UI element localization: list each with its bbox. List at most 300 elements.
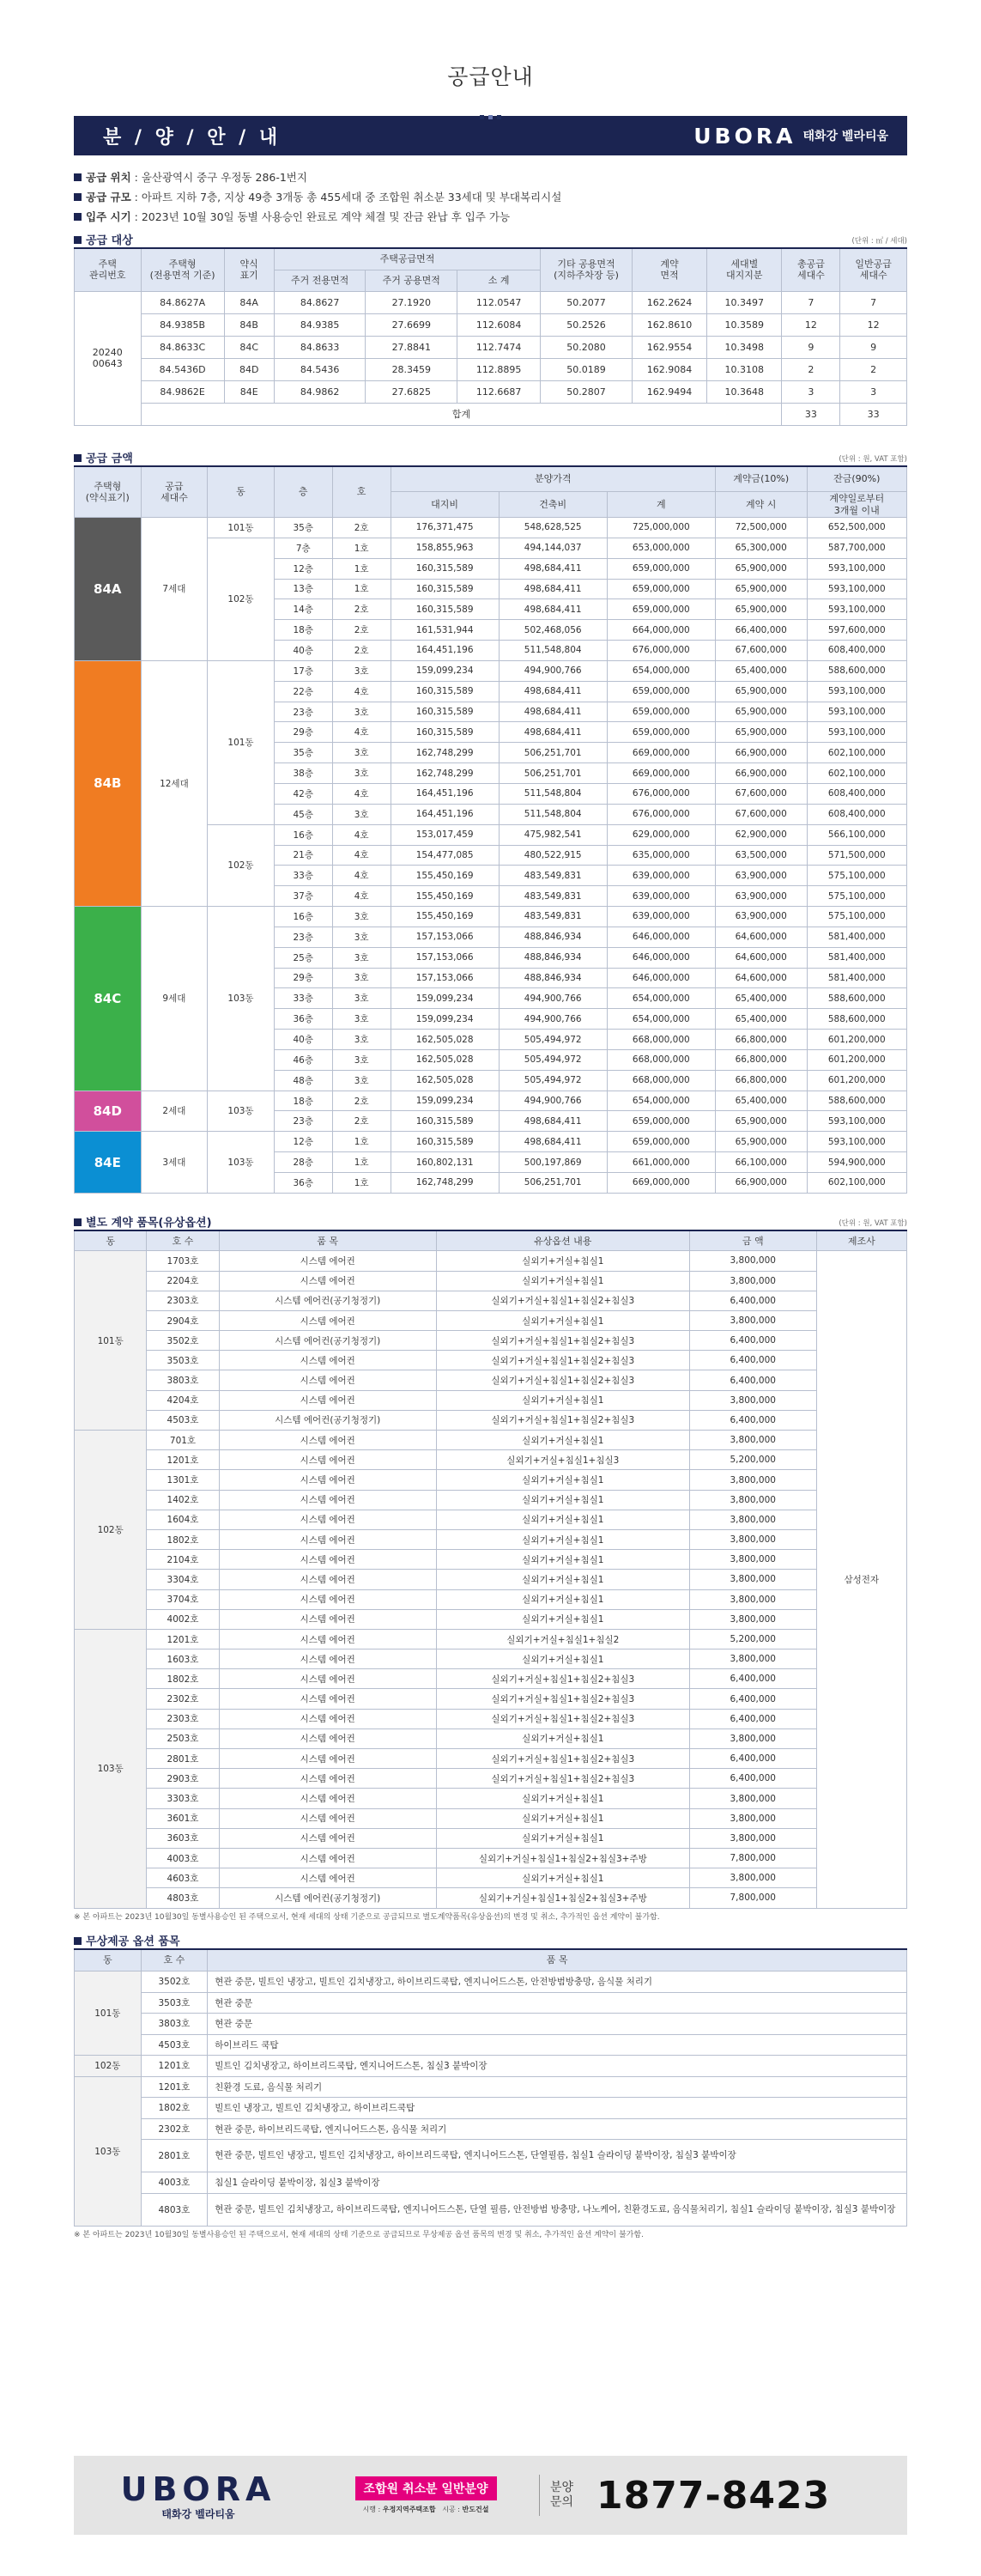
table-cell: 18층 [274,1091,332,1111]
table-cell: 162.9554 [632,336,706,358]
table-cell: 실외기+거실+침실1 [436,1529,689,1549]
table-cell: 시스템 에어컨(공기청정기) [219,1331,436,1351]
table-cell: 608,400,000 [807,641,906,661]
table-cell: 661,000,000 [607,1152,715,1173]
table-row [75,1749,907,1769]
info-move-in: 입주 시기 : 2023년 10월 30일 동별 사용승인 완료로 계약 체결 및 잔금 완납 후 입주 가능 [74,207,907,227]
table-cell: 2 [840,358,907,380]
info-location: 공급 위치 : 울산광역시 중구 우정동 286-1번지 [74,167,907,187]
table-cell: 659,000,000 [607,599,715,620]
th-common: 주거 공용면적 [366,270,457,291]
items-cell: 하이브리드 쿡탑 [208,2034,907,2056]
table-row [75,1431,907,1450]
table-row [75,2014,907,2035]
table-row [75,1291,907,1310]
table-cell: 155,450,169 [391,866,499,886]
table-cell: 4호 [332,681,391,702]
total-units: 33 [782,403,840,425]
table-cell: 시스템 에어컨 [219,1470,436,1490]
dong-cell: 101동 [75,1971,142,2056]
table-cell: 608,400,000 [807,804,906,824]
table-cell: 668,000,000 [607,1070,715,1091]
table-cell: 시스템 에어컨 [219,1529,436,1549]
table-cell: 72,500,000 [715,518,807,538]
table-cell: 66,400,000 [715,620,807,641]
ho-cell: 3803호 [141,2014,208,2035]
table-cell: 2호 [332,1111,391,1132]
table-cell: 6,400,000 [689,1769,816,1789]
table-cell: 65,400,000 [715,1091,807,1111]
table-cell: 160,315,589 [391,1132,499,1152]
info-list [74,155,907,227]
table-cell: 6,400,000 [689,1410,816,1430]
table-cell: 588,600,000 [807,1091,906,1111]
table-row [75,1370,907,1390]
table-cell: 597,600,000 [807,620,906,641]
table-cell: 157,153,066 [391,947,499,968]
table-cell: 1호 [332,558,391,579]
table-cell: 33층 [274,988,332,1009]
table-cell: 676,000,000 [607,641,715,661]
table-cell: 3,800,000 [689,1868,816,1888]
table-cell: 40층 [274,1030,332,1050]
table-cell: 1604호 [147,1510,219,1529]
table-cell: 164,451,196 [391,783,499,804]
table-cell: 488,846,934 [499,968,607,988]
table-cell: 112.6084 [457,313,541,336]
table-cell: 4503호 [147,1410,219,1430]
items-cell: 침실1 슬라이딩 붙박이장, 침실3 붙박이장 [208,2172,907,2194]
table-cell: 505,494,972 [499,1030,607,1050]
table-cell: 7층 [274,538,332,558]
dong-cell: 102동 [75,1431,147,1630]
table-cell: 12 [840,313,907,336]
table-cell: 587,700,000 [807,538,906,558]
table-row [75,1529,907,1549]
table-cell: 1201호 [147,1629,219,1649]
ho-cell: 3502호 [141,1971,208,1993]
table-row [75,1848,907,1868]
table-cell: 498,684,411 [499,722,607,743]
table-cell: 506,251,701 [499,743,607,763]
table-cell: 7 [840,291,907,313]
table-cell: 164,451,196 [391,641,499,661]
table-cell: 160,315,589 [391,681,499,702]
table-cell: 3호 [332,1030,391,1050]
table-cell: 실외기+거실+침실1+침실2+침실3 [436,1410,689,1430]
table-cell: 475,982,541 [499,824,607,845]
free-options-heading: 무상제공 옵션 품목 [74,1928,907,1948]
table-cell: 161,531,944 [391,620,499,641]
table-cell: 실외기+거실+침실1 [436,1470,689,1490]
table-cell: 112.6687 [457,380,541,403]
table-cell: 67,600,000 [715,783,807,804]
table-cell: 498,684,411 [499,681,607,702]
table-cell: 4603호 [147,1868,219,1888]
table-cell: 84.8627A [141,291,224,313]
dong-cell: 103동 [208,1091,275,1132]
table-cell: 18층 [274,620,332,641]
content-section [74,116,907,2245]
table-cell: 3호 [332,947,391,968]
table-cell: 시스템 에어컨 [219,1510,436,1529]
table-cell: 63,900,000 [715,866,807,886]
th-short: 약식 표기 [224,248,274,291]
table-cell: 3603호 [147,1828,219,1848]
footer-banner [74,2456,907,2535]
table-cell: 실외기+거실+침실1 [436,1589,689,1609]
table-cell: 실외기+거실+침실1+침실2+침실3 [436,1689,689,1709]
table-cell: 3,800,000 [689,1609,816,1629]
table-cell: 실외기+거실+침실1 [436,1251,689,1271]
table-cell: 1호 [332,1173,391,1194]
table-cell: 3704호 [147,1589,219,1609]
table-cell: 84.8633C [141,336,224,358]
table-cell: 669,000,000 [607,743,715,763]
table-cell: 588,600,000 [807,988,906,1009]
table-cell: 6,400,000 [689,1689,816,1709]
table-cell: 483,549,831 [499,886,607,907]
ho-cell: 1201호 [141,2076,208,2098]
table-cell: 502,468,056 [499,620,607,641]
type-cell-84C: 84C [75,907,142,1091]
table-cell: 154,477,085 [391,845,499,866]
table-cell: 22층 [274,681,332,702]
type-cell-84D: 84D [75,1091,142,1132]
table-cell: 498,684,411 [499,558,607,579]
table-cell: 36층 [274,1173,332,1194]
table-row [75,1629,907,1649]
phone-number[interactable]: 1877-8423 [596,2473,831,2518]
table-cell: 3 [840,380,907,403]
table-cell: 48층 [274,1070,332,1091]
dong-cell: 101동 [208,660,275,824]
table-cell: 64,600,000 [715,927,807,947]
paid-options-heading: 별도 계약 품목(유상옵션) (단위 : 원, VAT 포함) [74,1209,907,1230]
table-cell: 12층 [274,558,332,579]
table-row [75,518,907,538]
table-cell: 50.2080 [541,336,633,358]
table-cell: 593,100,000 [807,702,906,722]
table-cell: 548,628,525 [499,518,607,538]
table-row [75,313,907,336]
table-cell: 실외기+거실+침실1+침실2+침실3+주방 [436,1848,689,1868]
table-cell: 시스템 에어컨 [219,1550,436,1570]
table-cell: 601,200,000 [807,1049,906,1070]
table-cell: 67,600,000 [715,804,807,824]
table-cell: 3,800,000 [689,1271,816,1291]
table-row [75,907,907,927]
table-cell: 498,684,411 [499,1132,607,1152]
table-cell: 659,000,000 [607,1132,715,1152]
table-cell: 176,371,475 [391,518,499,538]
dong-cell: 103동 [75,2076,142,2226]
table-cell: 시스템 에어컨 [219,1769,436,1789]
table-cell: 시스템 에어컨 [219,1271,436,1291]
table-cell: 시스템 에어컨 [219,1808,436,1828]
table-cell: 실외기+거실+침실1 [436,1609,689,1629]
table-cell: 실외기+거실+침실1+침실2+침실3+주방 [436,1888,689,1908]
dong-cell: 103동 [75,1629,147,1908]
ho-cell: 1201호 [141,2056,208,2077]
table-cell: 3호 [332,743,391,763]
table-cell: 10.3497 [707,291,782,313]
table-cell: 40층 [274,641,332,661]
table-cell: 29층 [274,722,332,743]
maker-cell: 삼성전자 [816,1251,906,1908]
table-cell: 시스템 에어컨 [219,1431,436,1450]
table-row [75,2034,907,2056]
table-row [75,1450,907,1470]
table-cell: 21층 [274,845,332,866]
table-cell: 84.9862E [141,380,224,403]
table-cell: 668,000,000 [607,1049,715,1070]
table-cell: 65,400,000 [715,988,807,1009]
table-cell: 65,900,000 [715,558,807,579]
table-cell: 629,000,000 [607,824,715,845]
sale-badge: 조합원 취소분 일반분양 [355,2476,497,2500]
table-cell: 2104호 [147,1550,219,1570]
info-scale: 공급 규모 : 아파트 지하 7층, 지상 49층 3개동 총 455세대 중 조합원 취소분 33세대 및 부대복리시설 [74,187,907,207]
table-cell: 608,400,000 [807,783,906,804]
table-cell: 66,900,000 [715,743,807,763]
table-cell: 511,548,804 [499,804,607,824]
table-cell: 500,197,869 [499,1152,607,1173]
table-cell: 9 [840,336,907,358]
table-cell: 669,000,000 [607,763,715,784]
table-cell: 659,000,000 [607,681,715,702]
table-cell: 601,200,000 [807,1030,906,1050]
table-cell: 실외기+거실+침실1 [436,1649,689,1669]
table-cell: 581,400,000 [807,968,906,988]
table-row [75,2098,907,2119]
table-cell: 35층 [274,518,332,538]
table-row [75,1310,907,1330]
table-cell: 593,100,000 [807,722,906,743]
table-cell: 505,494,972 [499,1049,607,1070]
table-row [75,1470,907,1490]
items-cell: 현관 중문, 빌트인 냉장고, 빌트인 김치냉장고, 하이브리드쿡탑, 엔지니어드스톤, 안전방범방충망, 음식물 처리기 [208,1971,907,1993]
table-cell: 676,000,000 [607,783,715,804]
dong-cell: 102동 [208,538,275,660]
table-cell: 10.3108 [707,358,782,380]
ho-cell: 2801호 [141,2140,208,2172]
table-cell: 6,400,000 [689,1709,816,1728]
table-row [75,1570,907,1589]
table-cell: 2호 [332,518,391,538]
table-cell: 3,800,000 [689,1728,816,1748]
dong-cell: 103동 [208,1132,275,1194]
table-cell: 84.5436D [141,358,224,380]
table-cell: 159,099,234 [391,660,499,681]
table-cell: 84C [224,336,274,358]
table-cell: 162,748,299 [391,743,499,763]
table-cell: 실외기+거실+침실1 [436,1390,689,1410]
table-cell: 5,200,000 [689,1450,816,1470]
table-cell: 2503호 [147,1728,219,1748]
table-cell: 10.3498 [707,336,782,358]
table-cell: 2호 [332,599,391,620]
table-cell: 29층 [274,968,332,988]
table-cell: 37층 [274,886,332,907]
table-cell: 25층 [274,947,332,968]
table-cell: 시스템 에어컨 [219,1490,436,1510]
dong-cell: 103동 [208,907,275,1091]
table-cell: 시스템 에어컨 [219,1868,436,1888]
table-cell: 668,000,000 [607,1030,715,1050]
table-cell: 시스템 에어컨 [219,1848,436,1868]
table-cell: 2903호 [147,1769,219,1789]
units-cell: 2세대 [141,1091,208,1132]
table-cell: 593,100,000 [807,681,906,702]
table-cell: 511,548,804 [499,783,607,804]
items-cell: 빌트인 냉장고, 빌트인 김치냉장고, 하이브리드쿡탑 [208,2098,907,2119]
table-cell: 3502호 [147,1331,219,1351]
table-cell: 155,450,169 [391,907,499,927]
table-cell: 65,900,000 [715,579,807,599]
table-row [75,1828,907,1848]
table-row [75,1091,907,1111]
table-cell: 84.9862 [274,380,366,403]
table-cell: 664,000,000 [607,620,715,641]
table-row [75,1550,907,1570]
banner-title: 분 / 양 / 안 / 내 [103,126,282,149]
table-cell: 494,900,766 [499,1091,607,1111]
brand [693,124,888,149]
table-cell: 시스템 에어컨(공기청정기) [219,1291,436,1310]
table-cell: 3호 [332,660,391,681]
table-cell: 시스템 에어컨 [219,1789,436,1808]
table-cell: 6,400,000 [689,1351,816,1370]
table-cell: 505,494,972 [499,1070,607,1091]
table-cell: 시스템 에어컨 [219,1689,436,1709]
ho-cell: 4003호 [141,2172,208,2194]
table-row [75,1868,907,1888]
table-cell: 65,900,000 [715,722,807,743]
table-cell: 63,900,000 [715,907,807,927]
table-cell: 160,802,131 [391,1152,499,1173]
table-cell: 588,600,000 [807,1009,906,1030]
table-cell: 2 [782,358,840,380]
table-cell: 65,900,000 [715,681,807,702]
table-cell: 64,600,000 [715,947,807,968]
type-cell-84B: 84B [75,660,142,906]
table-row [75,1808,907,1828]
table-cell: 164,451,196 [391,804,499,824]
table-cell: 실외기+거실+침실1+침실3 [436,1450,689,1470]
table-row [75,1410,907,1430]
table-cell: 시스템 에어컨 [219,1609,436,1629]
table-cell: 4003호 [147,1848,219,1868]
table-cell: 65,400,000 [715,1009,807,1030]
table-cell: 7 [782,291,840,313]
table-cell: 506,251,701 [499,1173,607,1194]
table-cell: 실외기+거실+침실1+침실2+침실3 [436,1351,689,1370]
table-cell: 64,600,000 [715,968,807,988]
table-cell: 7,800,000 [689,1888,816,1908]
table-cell: 646,000,000 [607,927,715,947]
free-options-table: 동 호 수 품 목 101동 3502호 현관 중문, 빌트인 냉장고, 빌트인 김치냉장고, 하이브리드쿡탑, 엔지니어드스톤, 안전방범방충망, 음식물 처리기 3503호 현관 중문 3803호 현관 중문 4503호 하이브리드 쿡탑 102동 1201호 빌트인 김치냉장고, 하이브리드쿡탑, 엔지니어드스톤, 침실3 붙박이장 103동 1201호 친환경 도료, 음식물 처리기 1802호 빌트인 냉장고, 빌트인 김치냉장고, 하이브리드쿡탑 2302호 현관 중문, 하이브리드쿡탑, 엔지니어드스톤, 음식물 처리기 2801호 현관 중문, 빌트인 냉장고, 빌트인 김치냉장고, 하이브리드쿡탑, 엔지니어드스톤, 단열필름, 침실1 슬라이딩 붙박이장, 침실3 붙박이장 4003호 침실1 슬라이딩 붙박이장, 침실3 붙박이장 4803호 현관 중문, 빌트인 김치냉장고, 하이브리드쿡탑, 엔지니어드스톤, 단열 필름, 안전방범 방충망, 나노케어, 친환경도료, 음식물처리기, 침실1 슬라이딩 붙박이장, 침실3 붙박이장 [74,1948,907,2227]
th-exclusive: 주거 전용면적 [274,270,366,291]
table-cell: 659,000,000 [607,702,715,722]
table-cell: 50.2077 [541,291,633,313]
table-cell: 63,900,000 [715,886,807,907]
table-cell: 635,000,000 [607,845,715,866]
table-cell: 42층 [274,783,332,804]
table-cell: 112.0547 [457,291,541,313]
table-row [75,336,907,358]
table-row [75,660,907,681]
table-cell: 시스템 에어컨 [219,1251,436,1271]
table-cell: 16층 [274,824,332,845]
table-cell: 시스템 에어컨 [219,1450,436,1470]
table-cell: 50.2526 [541,313,633,336]
table-cell: 701호 [147,1431,219,1450]
table-cell: 659,000,000 [607,579,715,599]
table-cell: 실외기+거실+침실1+침실2+침실3 [436,1370,689,1390]
table-cell: 17층 [274,660,332,681]
table-row [75,1251,907,1271]
table-row [75,1992,907,2014]
section-banner [74,116,907,155]
table-cell: 566,100,000 [807,824,906,845]
table-cell: 3호 [332,1049,391,1070]
table-cell: 3803호 [147,1370,219,1390]
table-cell: 45층 [274,804,332,824]
table-cell: 652,500,000 [807,518,906,538]
items-cell: 현관 중문, 빌트인 냉장고, 빌트인 김치냉장고, 하이브리드쿡탑, 엔지니어드스톤, 단열필름, 침실1 슬라이딩 붙박이장, 침실3 붙박이장 [208,2140,907,2172]
table-row [75,291,907,313]
table-cell: 3,800,000 [689,1550,816,1570]
table-cell: 2303호 [147,1709,219,1728]
table-cell: 27.8841 [366,336,457,358]
table-cell: 46층 [274,1049,332,1070]
table-cell: 3,800,000 [689,1808,816,1828]
table-cell: 38층 [274,763,332,784]
table-cell: 9 [782,336,840,358]
table-cell: 3,800,000 [689,1828,816,1848]
brand-subtitle: 태화강 벨라티움 [802,130,888,143]
table-cell: 160,315,589 [391,579,499,599]
table-cell: 159,099,234 [391,1009,499,1030]
table-cell: 33층 [274,866,332,886]
table-row [75,1589,907,1609]
table-cell: 1호 [332,579,391,599]
table-cell: 3호 [332,968,391,988]
table-cell: 23층 [274,702,332,722]
table-cell: 3,800,000 [689,1529,816,1549]
table-row [75,1709,907,1728]
units-cell: 3세대 [141,1132,208,1194]
table-cell: 실외기+거실+침실1 [436,1490,689,1510]
table-cell: 676,000,000 [607,804,715,824]
table-cell: 1301호 [147,1470,219,1490]
table-row [75,1689,907,1709]
table-cell: 시스템 에어컨 [219,1589,436,1609]
table-cell: 3호 [332,1070,391,1091]
items-cell: 친환경 도료, 음식물 처리기 [208,2076,907,2098]
table-cell: 158,855,963 [391,538,499,558]
table-cell: 160,315,589 [391,599,499,620]
table-cell: 시스템 에어컨 [219,1669,436,1689]
table-cell: 159,099,234 [391,1091,499,1111]
ho-cell: 3503호 [141,1992,208,2014]
table-cell: 659,000,000 [607,558,715,579]
table-cell: 84.8633 [274,336,366,358]
paid-options-note: ※ 본 아파트는 2023년 10월30일 동별사용승인 된 주택으로서, 현재 세대의 상태 기준으로 공급되므로 별도계약품목(유상옵션)의 변경 및 취소, 추가적인 옵션 계약이 불가함. [74,1912,660,1922]
table-cell: 2호 [332,620,391,641]
table-cell: 162.9494 [632,380,706,403]
